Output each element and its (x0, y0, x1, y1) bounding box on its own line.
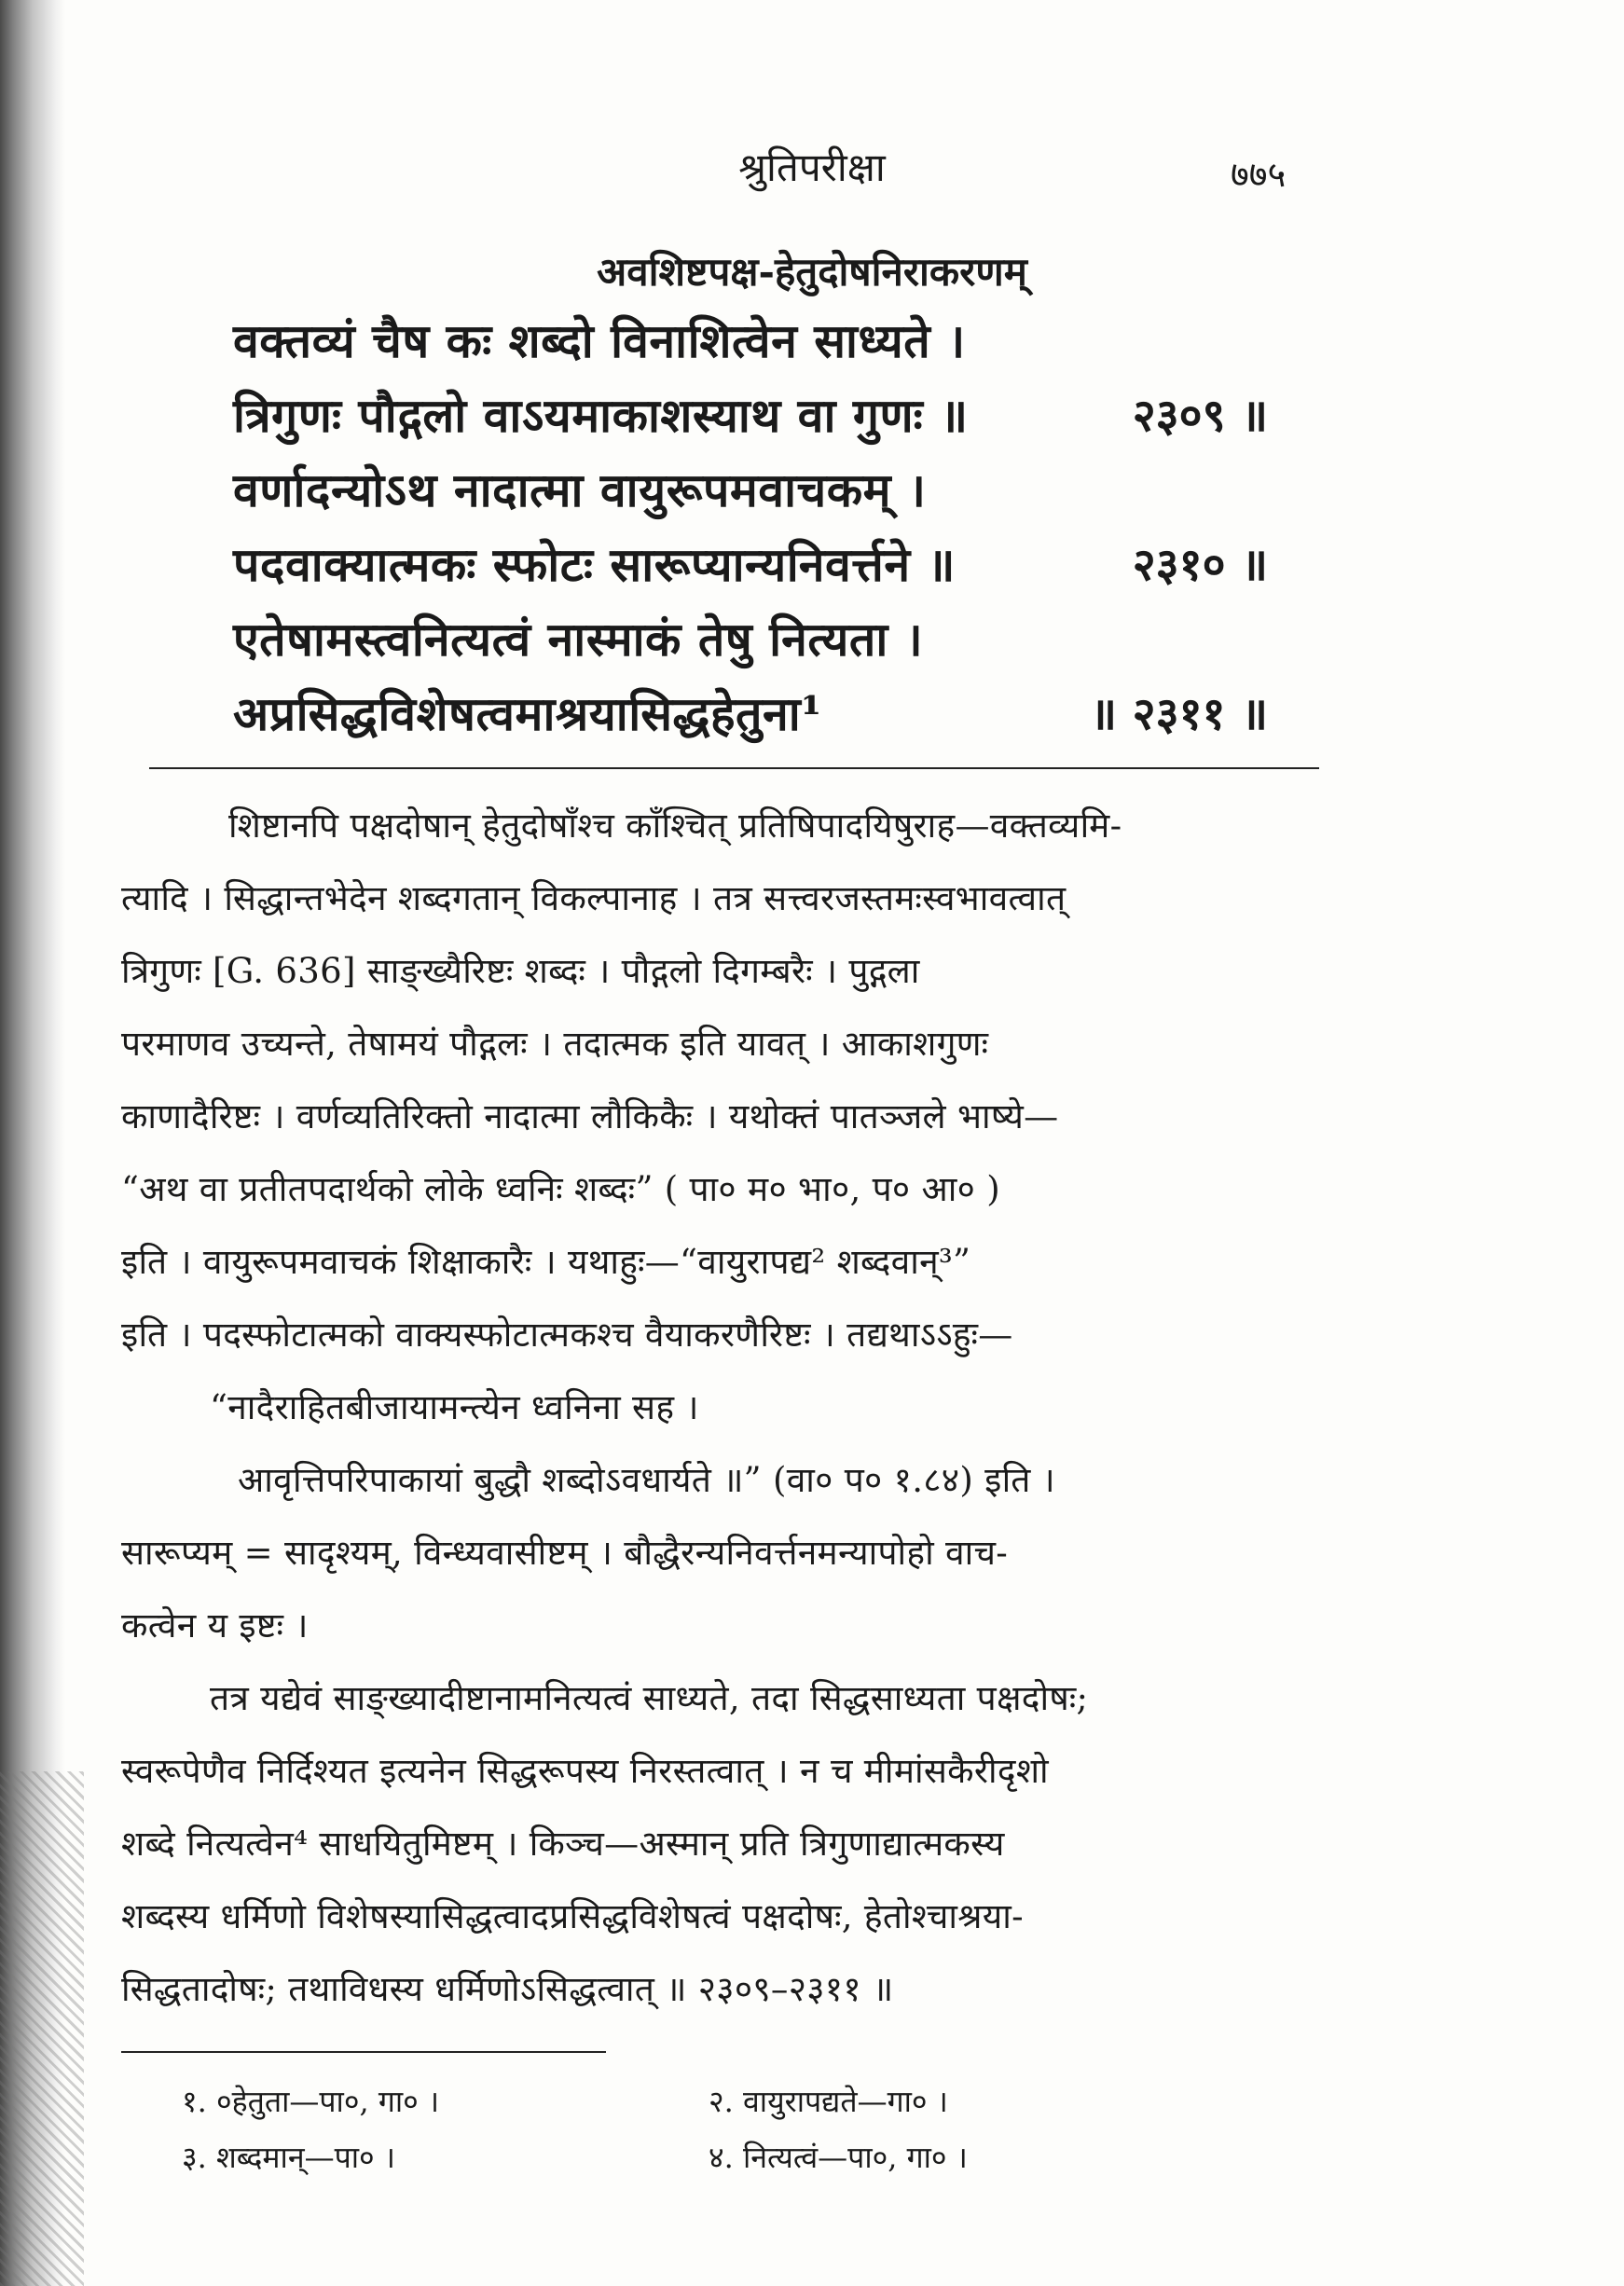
commentary-line: “अथ वा प्रतीतपदार्थको लोके ध्वनिः शब्दः” ( पा० म० भा०, प० आ० ) (121, 1169, 1000, 1209)
commentary-line: इति । वायुरूपमवाचकं शिक्षाकारैः । यथाहुः—“वायुरापद्य² शब्दवान्³” (121, 1242, 971, 1282)
verse-line: एतेषामस्त्वनित्यत्वं नास्माकं तेषु नित्यता । (233, 612, 924, 667)
verse-line: वक्तव्यं चैष कः शब्दो विनाशित्वेन साध्यते । (233, 313, 966, 368)
verse-line: अप्रसिद्धविशेषत्वमाश्रयासिद्धहेतुना¹ (233, 686, 822, 741)
section-title: अवशिष्टपक्ष-हेतुदोषनिराकरणम् (597, 249, 1027, 295)
footnote-divider (121, 2051, 606, 2053)
verse-number: २३०९ ॥ (1132, 390, 1268, 442)
commentary-line: स्वरूपेणैव निर्दिश्यत इत्यनेन सिद्धरूपस्य निरस्तत्वात् । न च मीमांसकैरीदृशो (121, 1751, 1049, 1791)
verse-number: ॥ २३११ ॥ (1090, 688, 1268, 740)
commentary-line: शिष्टानपि पक्षदोषान् हेतुदोषाँश्च काँश्चित् प्रतिषिपादयिषुराह—वक्तव्यमि- (228, 806, 1122, 846)
commentary-line: त्रिगुणः [G. 636] साङ्ख्यैरिष्टः शब्दः । पौद्गलो दिगम्बरैः । पुद्गला (121, 951, 920, 991)
commentary-line: शब्दस्य धर्मिणो विशेषस्यासिद्धत्वादप्रसिद्धविशेषत्वं पक्षदोषः, हेतोश्चाश्रया- (121, 1896, 1024, 1936)
verse-line: त्रिगुणः पौद्गलो वाऽयमाकाशस्याथ वा गुणः ॥ (233, 388, 969, 443)
commentary-line: इति । पदस्फोटात्मको वाक्यस्फोटात्मकश्च वैयाकरणैरिष्टः । तद्यथाऽऽहुः— (121, 1315, 1013, 1355)
quoted-verse-line: आवृत्तिपरिपाकायां बुद्धौ शब्दोऽवधार्यते ॥” (वा० प० १.८४) इति । (238, 1460, 1055, 1500)
footnote: १. ०हेतुता—पा०, गा० । (182, 2084, 440, 2119)
commentary-line: कत्वेन य इष्टः । (121, 1605, 309, 1646)
quoted-verse-line: “नादैराहितबीजायामन्त्येन ध्वनिना सह । (210, 1387, 699, 1427)
footnote: ३. शब्दमान्—पा० । (182, 2140, 395, 2175)
verse-number: २३१० ॥ (1132, 539, 1268, 591)
footnote: २. वायुरापद्यते—गा० । (709, 2084, 948, 2119)
verse-line: पदवाक्यात्मकः स्फोटः सारूप्यान्यनिवर्त्तने ॥ (233, 537, 956, 592)
footnote: ४. नित्यत्वं—पा०, गा० । (709, 2140, 968, 2175)
commentary-line: त्यादि । सिद्धान्तभेदेन शब्दगतान् विकल्पानाह । तत्र सत्त्वरजस्तमःस्वभावत्वात् (121, 878, 1067, 918)
page-number: ७७५ (1231, 154, 1287, 195)
commentary-line: शब्दे नित्यत्वेन⁴ साधयितुमिष्टम् । किञ्च—अस्मान् प्रति त्रिगुणाद्यात्मकस्य (121, 1824, 1005, 1864)
scan-noise (0, 1771, 84, 2286)
running-head: श्रुतिपरीक्षा (738, 145, 886, 190)
commentary-line: सिद्धतादोषः; तथाविधस्य धर्मिणोऽसिद्धत्वात् ॥ २३०९–२३११ ॥ (121, 1969, 894, 2009)
commentary-line: तत्र यद्येवं साङ्ख्यादीष्टानामनित्यत्वं साध्यते, तदा सिद्धसाध्यता पक्षदोषः; (210, 1678, 1089, 1718)
verse-line: वर्णादन्योऽथ नादात्मा वायुरूपमवाचकम् । (233, 462, 927, 517)
commentary-line: परमाणव उच्यन्ते, तेषामयं पौद्गलः । तदात्मक इति यावत् । आकाशगुणः (121, 1024, 989, 1064)
verse-divider (149, 767, 1319, 769)
commentary-line: काणादैरिष्टः । वर्णव्यतिरिक्तो नादात्मा लौकिकैः । यथोक्तं पातञ्जले भाष्ये— (121, 1096, 1059, 1136)
commentary-line: सारूप्यम् = सादृश्यम्, विन्ध्यवासीष्टम् । बौद्धैरन्यनिवर्त्तनमन्यापोहो वाच- (121, 1533, 1009, 1573)
